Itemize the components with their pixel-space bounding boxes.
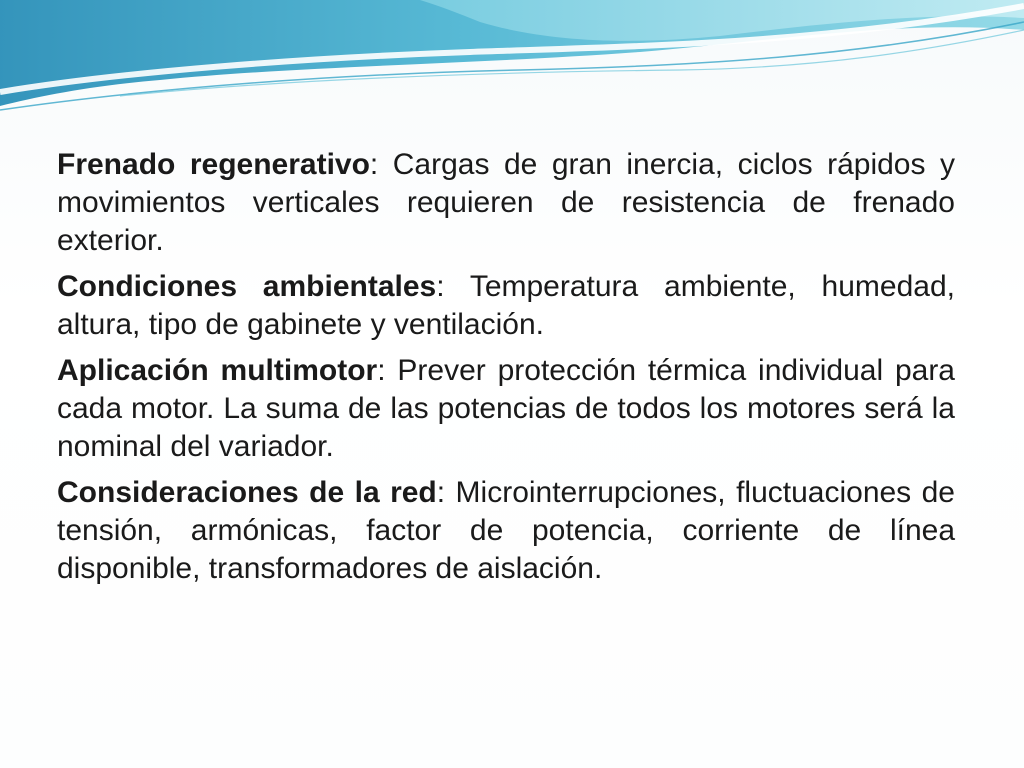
paragraph-text: Temperatura ambiente, humedad, altura, tipo de gabinete y ventilación. bbox=[57, 270, 955, 341]
separator: : bbox=[369, 148, 379, 181]
paragraph-text: Microinterrupciones, fluctuaciones de tensión, armónicas, factor de potencia, corriente de línea disponible, transformadores de aislación. bbox=[57, 476, 955, 585]
paragraph-condiciones-ambientales bbox=[57, 268, 955, 344]
slide-body bbox=[57, 146, 955, 596]
paragraph-frenado-regenerativo bbox=[57, 146, 955, 260]
header-wave-decoration bbox=[0, 0, 1024, 120]
separator: : bbox=[436, 270, 445, 303]
term-aplicacion-multimotor: Aplicación multimotor bbox=[57, 354, 378, 387]
term-condiciones-ambientales: Condiciones ambientales bbox=[57, 270, 437, 303]
separator: : bbox=[436, 476, 446, 509]
separator: : bbox=[377, 354, 386, 387]
paragraph-consideraciones-red bbox=[57, 474, 955, 588]
term-consideraciones-red: Consideraciones de la red bbox=[57, 476, 437, 509]
term-frenado-regenerativo: Frenado regenerativo bbox=[57, 148, 370, 181]
paragraph-text: Cargas de gran inercia, ciclos rápidos y movimientos verticales requieren de resistencia de frenado exterior. bbox=[57, 148, 955, 257]
paragraph-aplicacion-multimotor bbox=[57, 352, 955, 466]
paragraph-text: Prever protección térmica individual para cada motor. La suma de las potencias de todos los motores será la nominal del variador. bbox=[57, 354, 955, 463]
